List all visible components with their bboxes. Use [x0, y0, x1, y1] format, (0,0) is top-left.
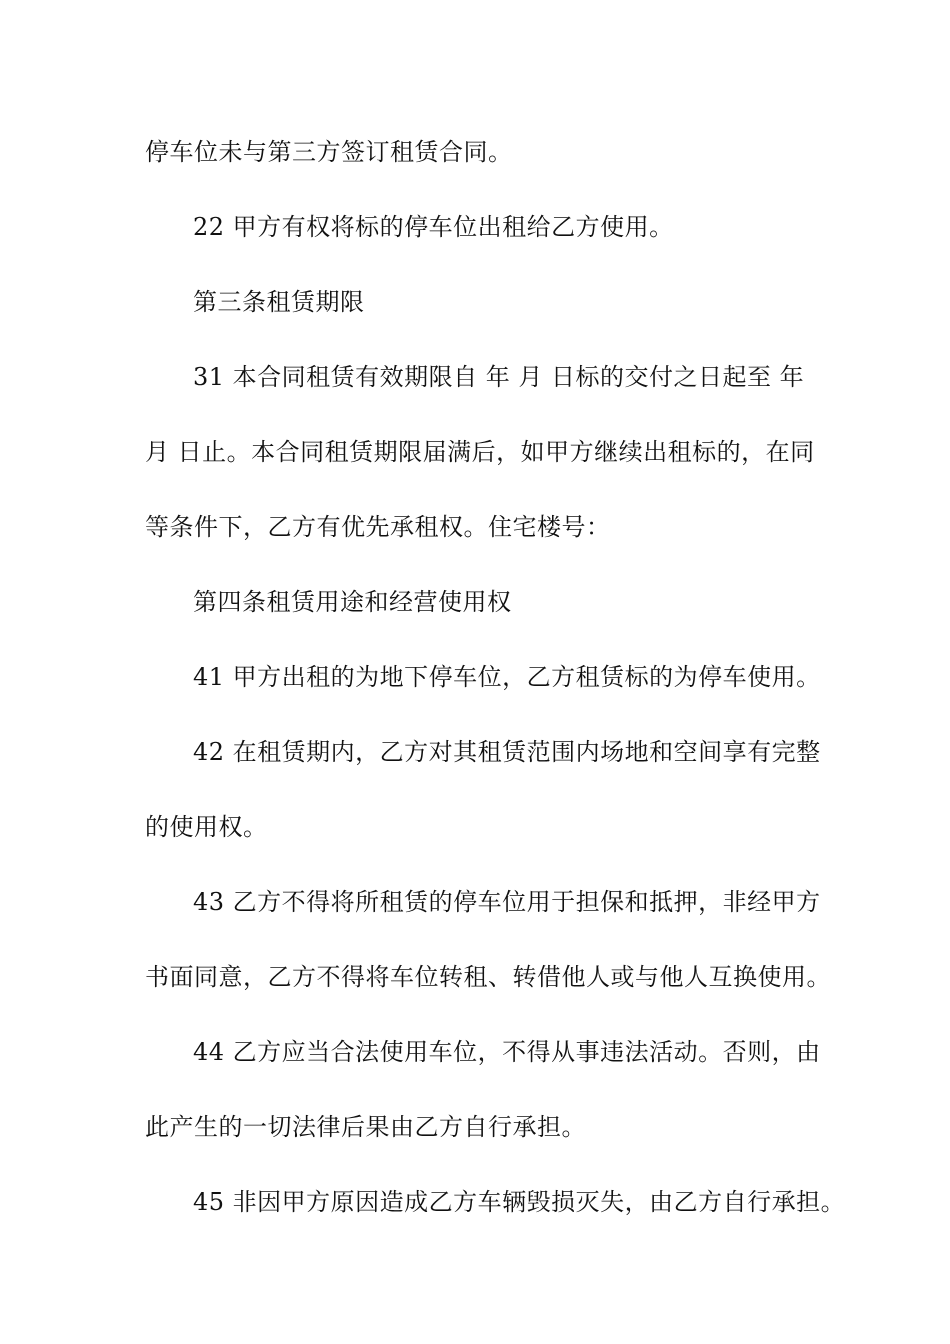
text-line: 月 日止。本合同租赁期限届满后，如甲方继续出租标的，在同 — [145, 438, 815, 466]
clause-4-4: 44 乙方应当合法使用车位，不得从事违法活动。否则，由 — [193, 1038, 821, 1066]
text-line: 的使用权。 — [145, 813, 268, 841]
text-line: 此产生的一切法律后果由乙方自行承担。 — [145, 1113, 586, 1141]
clause-4-5: 45 非因甲方原因造成乙方车辆毁损灭失，由乙方自行承担。 — [193, 1188, 846, 1216]
clause-4-1: 41 甲方出租的为地下停车位，乙方租赁标的为停车使用。 — [193, 663, 821, 691]
clause-3-1: 31 本合同租赁有效期限自 年 月 日标的交付之日起至 年 — [193, 363, 805, 391]
text-line: 等条件下，乙方有优先承租权。住宅楼号： — [145, 513, 611, 541]
section-heading-4: 第四条租赁用途和经营使用权 — [193, 588, 512, 616]
clause-4-3: 43 乙方不得将所租赁的停车位用于担保和抵押，非经甲方 — [193, 888, 821, 916]
text-line: 停车位未与第三方签订租赁合同。 — [145, 138, 513, 166]
clause-4-2: 42 在租赁期内，乙方对其租赁范围内场地和空间享有完整 — [193, 738, 821, 766]
text-line: 书面同意，乙方不得将车位转租、转借他人或与他人互换使用。 — [145, 963, 831, 991]
clause-2-2: 22 甲方有权将标的停车位出租给乙方使用。 — [193, 213, 674, 241]
section-heading-3: 第三条租赁期限 — [193, 288, 365, 316]
